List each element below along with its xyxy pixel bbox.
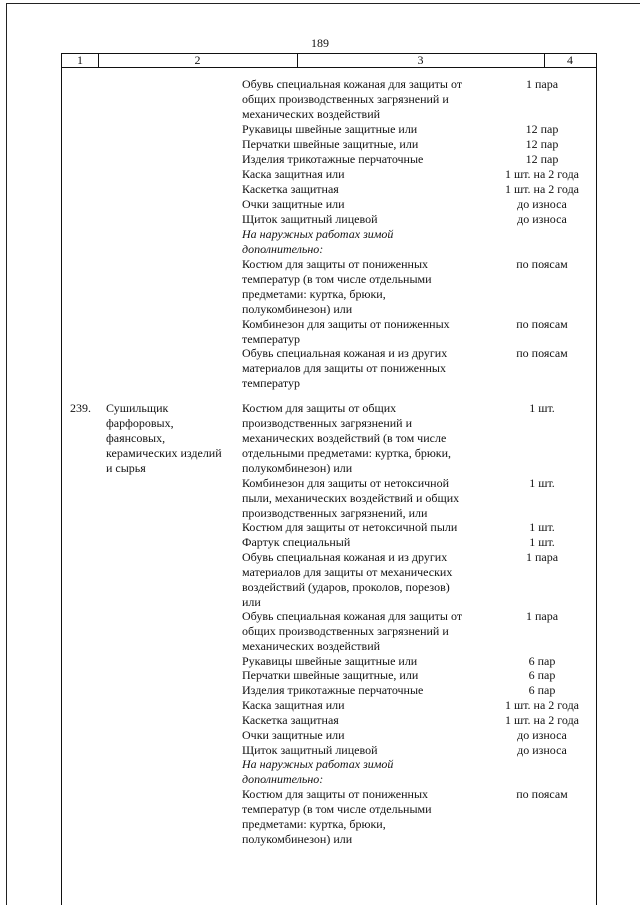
item-text: Изделия трикотажные перчаточные bbox=[242, 683, 424, 697]
norm-value: до износа bbox=[517, 197, 567, 211]
item-text: температур bbox=[242, 332, 301, 346]
item-text: Обувь специальная кожаная и из других bbox=[242, 346, 448, 360]
item-text: Костюм для защиты от пониженных bbox=[242, 257, 429, 271]
item-text: механических воздействий bbox=[242, 639, 381, 653]
item-text: Обувь специальная кожаная и из других bbox=[242, 550, 448, 564]
occupation-name: Сушильщик bbox=[106, 401, 169, 415]
norm-value: 1 шт. bbox=[529, 520, 555, 534]
norm-value: по поясам bbox=[516, 787, 568, 801]
norm-value: 1 шт. на 2 года bbox=[504, 698, 580, 712]
item-text: Костюм для защиты от общих bbox=[242, 401, 397, 415]
occupation-name: и сырья bbox=[106, 461, 146, 475]
item-text: предметами: куртка, брюки, bbox=[242, 287, 386, 301]
item-text: или bbox=[242, 595, 261, 609]
item-text: полукомбинезон) или bbox=[242, 461, 353, 475]
item-text: Щиток защитный лицевой bbox=[242, 743, 378, 757]
item-text: механических воздействий bbox=[242, 107, 381, 121]
item-text: температур (в том числе отдельными bbox=[242, 272, 432, 286]
norm-value: 1 пара bbox=[525, 550, 559, 564]
item-text: Рукавицы швейные защитные или bbox=[242, 122, 418, 136]
header-col-4: 4 bbox=[567, 53, 573, 67]
item-text: Комбинезон для защиты от пониженных bbox=[242, 317, 450, 331]
item-text: Щиток защитный лицевой bbox=[242, 212, 378, 226]
table-header bbox=[61, 53, 597, 68]
item-text: Комбинезон для защиты от нетоксичной bbox=[242, 476, 450, 490]
occupation-name: фарфоровых, bbox=[106, 416, 174, 430]
norm-value: 6 пар bbox=[528, 683, 556, 697]
item-text: общих производственных загрязнений и bbox=[242, 92, 449, 106]
header-col-1: 1 bbox=[62, 54, 99, 67]
item-text: Обувь специальная кожаная для защиты от bbox=[242, 77, 463, 91]
item-text: механических воздействий (в том числе bbox=[242, 431, 447, 445]
norm-value: 12 пар bbox=[525, 122, 559, 136]
item-text: температур (в том числе отдельными bbox=[242, 802, 432, 816]
item-text: Очки защитные или bbox=[242, 728, 345, 742]
item-text: общих производственных загрязнений и bbox=[242, 624, 449, 638]
item-text: Изделия трикотажные перчаточные bbox=[242, 152, 424, 166]
item-text: Каскетка защитная bbox=[242, 713, 339, 727]
item-text: Очки защитные или bbox=[242, 197, 345, 211]
item-text: воздействий (ударов, проколов, порезов) bbox=[242, 580, 450, 594]
item-text: пыли, механических воздействий и общих bbox=[242, 491, 460, 505]
item-text: производственных загрязнений и bbox=[242, 416, 413, 430]
norm-value: 1 шт. на 2 года bbox=[504, 713, 580, 727]
item-text: Каскетка защитная bbox=[242, 182, 339, 196]
norm-value: 1 шт. на 2 года bbox=[504, 167, 580, 181]
item-text: Перчатки швейные защитные, или bbox=[242, 668, 419, 682]
norm-value: до износа bbox=[517, 743, 567, 757]
item-text: температур bbox=[242, 376, 301, 390]
section-note: дополнительно: bbox=[242, 242, 324, 256]
header-col-2: 2 bbox=[98, 54, 298, 67]
norm-value: по поясам bbox=[516, 346, 568, 360]
norm-value: 6 пар bbox=[528, 654, 556, 668]
norm-value: 1 шт. bbox=[529, 476, 555, 490]
item-text: предметами: куртка, брюки, bbox=[242, 817, 386, 831]
section-note: На наружных работах зимой bbox=[242, 757, 394, 771]
item-text: полукомбинезон) или bbox=[242, 832, 353, 846]
item-text: Обувь специальная кожаная для защиты от bbox=[242, 609, 463, 623]
item-text: Каска защитная или bbox=[242, 698, 345, 712]
occupation-name: фаянсовых, bbox=[106, 431, 166, 445]
norm-value: 1 шт. на 2 года bbox=[504, 182, 580, 196]
item-text: Костюм для защиты от нетоксичной пыли bbox=[242, 520, 458, 534]
page-left-edge bbox=[6, 3, 7, 905]
item-text: Каска защитная или bbox=[242, 167, 345, 181]
item-text: Перчатки швейные защитные, или bbox=[242, 137, 419, 151]
norm-value: 1 шт. bbox=[529, 535, 555, 549]
norm-value: 1 пара bbox=[525, 77, 559, 91]
item-text: материалов для защиты от пониженных bbox=[242, 361, 446, 375]
norm-value: 1 пара bbox=[525, 609, 559, 623]
norm-value: по поясам bbox=[516, 257, 568, 271]
item-text: производственных загрязнений, или bbox=[242, 506, 428, 520]
section-note: На наружных работах зимой bbox=[242, 227, 394, 241]
norm-value: 12 пар bbox=[525, 137, 559, 151]
norm-value: по поясам bbox=[516, 317, 568, 331]
norm-value: до износа bbox=[517, 728, 567, 742]
page-number: 189 bbox=[311, 36, 329, 50]
norm-value: 1 шт. bbox=[529, 401, 555, 415]
norm-value: 12 пар bbox=[525, 152, 559, 166]
norm-value: до износа bbox=[517, 212, 567, 226]
row-number: 239. bbox=[70, 401, 91, 415]
table-left-border bbox=[61, 68, 62, 905]
page-top-edge bbox=[6, 3, 640, 4]
header-col-3: 3 bbox=[297, 54, 545, 67]
section-note: дополнительно: bbox=[242, 772, 324, 786]
norm-value: 6 пар bbox=[528, 668, 556, 682]
item-text: полукомбинезон) или bbox=[242, 302, 353, 316]
item-text: Фартук специальный bbox=[242, 535, 351, 549]
item-text: отдельными предметами: куртка, брюки, bbox=[242, 446, 452, 460]
item-text: материалов для защиты от механических bbox=[242, 565, 453, 579]
item-text: Рукавицы швейные защитные или bbox=[242, 654, 418, 668]
item-text: Костюм для защиты от пониженных bbox=[242, 787, 429, 801]
occupation-name: керамических изделий bbox=[106, 446, 222, 460]
